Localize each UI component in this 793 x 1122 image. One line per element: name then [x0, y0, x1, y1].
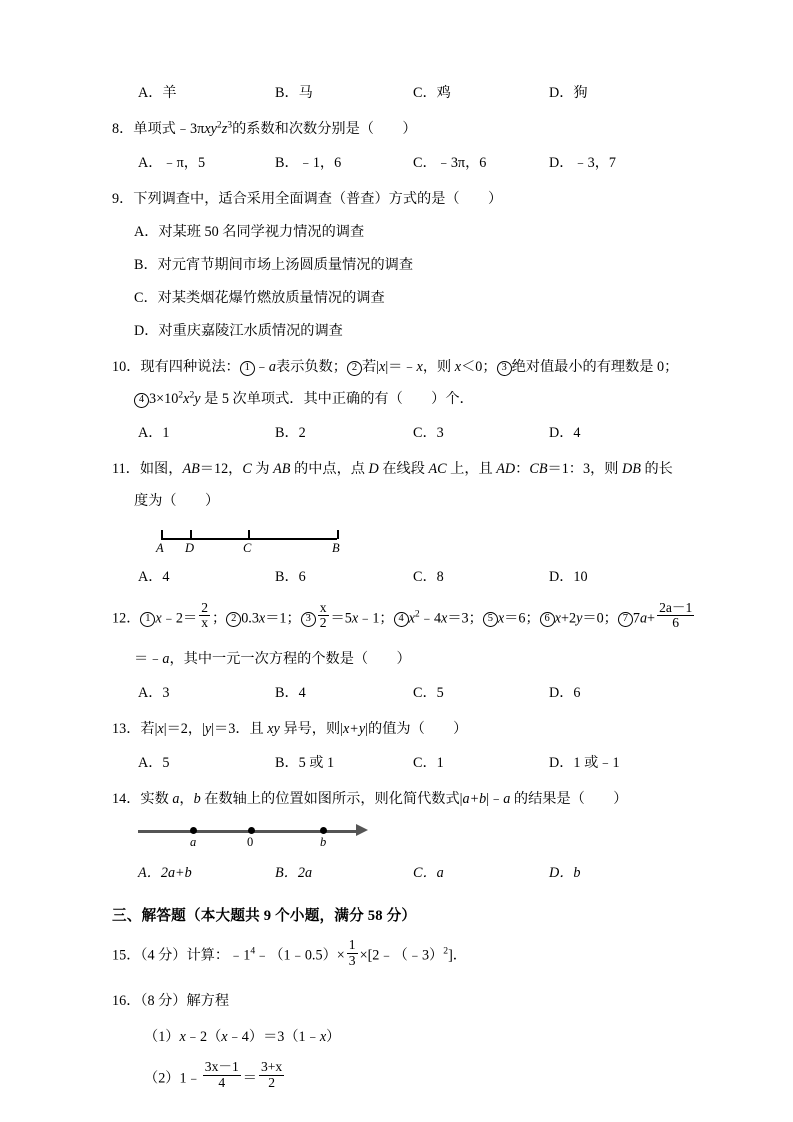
stem-text: ＝0； [582, 610, 618, 627]
stem-var: x [454, 359, 462, 375]
fraction-denominator: x [201, 615, 208, 631]
stem-var: z [221, 121, 228, 137]
question-number: 15． [112, 947, 141, 964]
stem-var: x [179, 1028, 186, 1045]
question-9-option-c[interactable]: C．对某类烟花爆竹燃放质量情况的调查 [134, 290, 385, 306]
circled-number-5: 5 [483, 612, 498, 627]
stem-text: （8 分）解方程 [140, 992, 230, 1009]
stem-text: |＝3．且 [211, 721, 268, 738]
stem-var: b [193, 791, 201, 808]
option-d[interactable]: D．1 或﹣1 [549, 755, 620, 772]
stem-text: 在线段 [378, 461, 429, 477]
stem-text: 实数 [140, 791, 173, 808]
question-12-stem-line2 [112, 648, 682, 670]
option-c[interactable]: C．8 [413, 569, 444, 585]
circled-number-3: 3 [301, 612, 316, 627]
stem-text: ＝6； [504, 610, 540, 627]
stem-text: 的中点，点 [290, 461, 369, 477]
option-d[interactable]: D．﹣3，7 [549, 155, 616, 171]
stem-text: 的系数和次数分别是（ ） [232, 121, 417, 137]
question-14-options [112, 862, 682, 884]
stem-text: 在数轴上的位置如图所示，则化简代数式| [200, 791, 463, 808]
question-9-option-b[interactable]: B．对元宵节期间市场上汤圆质量情况的调查 [134, 257, 414, 273]
stem-text: 异号，则| [279, 721, 343, 738]
stem-var: x [157, 721, 164, 738]
numberline-point-a [190, 827, 197, 834]
stem-exponent: 2 [189, 389, 195, 401]
stem-var: x [221, 1028, 228, 1045]
question-number: 13． [112, 721, 141, 738]
stem-var: x [497, 610, 505, 627]
segment-label-c: C [243, 541, 252, 555]
fraction-denominator: 6 [672, 615, 680, 631]
circled-number-2: 2 [226, 612, 241, 627]
stem-text: ×[2﹣（﹣3） [359, 947, 444, 964]
stem-text: 7 [632, 610, 640, 627]
circled-number-3: 3 [497, 361, 512, 376]
fraction-numerator: 3x－1 [204, 1059, 239, 1075]
stem-text: ，则 [422, 359, 455, 375]
stem-var: a [172, 791, 180, 808]
page-content [112, 82, 693, 1094]
stem-var: a [268, 359, 277, 375]
part-label: （1） [144, 1028, 180, 1045]
question-15 [112, 936, 682, 971]
stem-text: ﹣2＝ [161, 610, 198, 627]
stem-var: x [351, 610, 359, 627]
stem-text: 的结果是（ ） [510, 791, 628, 808]
option-b[interactable]: B．5 或 1 [275, 755, 335, 772]
question-14-figure-numberline [132, 818, 432, 860]
stem-text: ﹣4 [419, 610, 442, 627]
stem-var: AB [182, 461, 200, 477]
option-a[interactable]: A．2a+b [138, 865, 192, 882]
fraction-x-over-2 [318, 601, 329, 631]
fraction-numerator: x [319, 599, 327, 615]
stem-text: 现有四种说法： [140, 359, 240, 375]
question-16-stem [112, 990, 682, 1012]
circled-number-6: 6 [540, 612, 555, 627]
stem-var: x [416, 359, 423, 375]
stem-var: x+y [343, 721, 366, 738]
stem-var: AD [496, 461, 516, 477]
stem-text: ，其中一元一次方程的个数是（ ） [169, 651, 411, 668]
fraction-numerator: 1 [348, 936, 356, 952]
question-13-options [112, 752, 682, 774]
stem-text: |＝﹣ [385, 359, 417, 375]
circled-number-4: 4 [134, 393, 149, 408]
stem-text: ； [211, 610, 227, 627]
stem-text: 若| [140, 721, 158, 738]
circled-number-2: 2 [347, 361, 362, 376]
stem-text: ＝5 [330, 610, 352, 627]
question-12-stem-line1 [112, 599, 693, 634]
stem-text: 的长 [640, 461, 673, 477]
stem-text: |＝2，| [163, 721, 205, 738]
stem-text: ＝1； [265, 610, 301, 627]
stem-text: ]． [448, 947, 467, 964]
fraction-numerator: 3+x [260, 1059, 283, 1075]
stem-var: x [408, 610, 415, 627]
stem-text: ： [515, 461, 530, 477]
stem-text: ＝﹣ [134, 651, 163, 668]
stem-var: y [194, 391, 201, 407]
stem-var: a [162, 651, 170, 668]
stem-text: 若| [361, 359, 379, 375]
option-a[interactable]: A．5 [138, 755, 170, 772]
stem-exponent: 2 [443, 946, 449, 958]
stem-text: |的值为（ ） [365, 721, 468, 738]
fraction-numerator: 2 [201, 599, 208, 615]
stem-text: 下列调查中，适合采用全面调查（普查）方式的是（ ） [133, 191, 503, 207]
stem-exponent: 2 [414, 608, 420, 620]
option-a[interactable]: A．3 [138, 685, 170, 702]
option-b[interactable]: B．2a [275, 865, 313, 882]
fraction-denominator: 2 [268, 1074, 275, 1090]
stem-var: AC [428, 461, 447, 477]
option-d[interactable]: D．4 [549, 425, 581, 441]
option-d[interactable]: D．b [549, 865, 581, 882]
stem-var: CB [529, 461, 548, 477]
stem-var: a [639, 610, 648, 627]
question-number: 16． [112, 992, 141, 1009]
question-11-figure-segment [138, 522, 398, 562]
fraction-denominator: 2 [319, 615, 327, 631]
stem-var: x [183, 391, 190, 407]
stem-var: x [155, 610, 162, 627]
stem-var: DB [622, 461, 641, 477]
question-16-part-2 [112, 1059, 682, 1094]
question-number: 8． [112, 121, 134, 137]
stem-text: 是 5 次单项式．其中正确的有（ ）个． [200, 391, 474, 407]
numberline-arrow-icon [356, 824, 368, 836]
segment-tick-b [337, 530, 339, 539]
option-b[interactable]: B．4 [275, 685, 306, 702]
segment-label-a: A [156, 541, 164, 555]
stem-var: a+b [462, 791, 487, 808]
question-10-options [112, 422, 682, 444]
stem-text: 单项式﹣3π [133, 121, 205, 137]
section-3-heading: 三、解答题（本大题共 9 个小题，满分 58 分） [112, 908, 417, 925]
stem-text: （4 分）计算：﹣1 [140, 947, 251, 964]
segment-tick-c [248, 530, 250, 539]
stem-text: ﹣1； [358, 610, 394, 627]
question-11-stem-line1 [112, 458, 682, 480]
option-a[interactable]: A．4 [138, 569, 170, 585]
question-7-options [112, 82, 682, 104]
option-d[interactable]: D．6 [549, 685, 581, 702]
stem-text: +2 [560, 610, 577, 627]
question-number: 14． [112, 791, 141, 808]
question-number: 10． [112, 359, 141, 375]
question-14-stem [112, 788, 682, 810]
question-16-part-1 [112, 1026, 682, 1048]
segment-tick-a [161, 530, 163, 539]
stem-text: 表示负数； [276, 359, 347, 375]
question-8-options [112, 152, 682, 174]
stem-text: ） [326, 1028, 341, 1045]
stem-var: x [554, 610, 561, 627]
segment-label-b: B [332, 541, 340, 555]
part-label: （2）1﹣ [144, 1070, 201, 1087]
question-11-options [112, 566, 682, 588]
stem-text: ﹣（1﹣0.5）× [255, 947, 345, 964]
stem-var: y [204, 721, 212, 738]
stem-exponent: 2 [216, 119, 222, 131]
option-d[interactable]: D．10 [549, 569, 588, 585]
stem-var: x [319, 1028, 327, 1045]
numberline-label-a: a [190, 835, 197, 850]
stem-text: 如图， [139, 461, 183, 477]
question-number: 12． [112, 610, 141, 627]
stem-exponent: 2 [178, 389, 184, 401]
stem-var: x [379, 359, 386, 375]
stem-text: ﹣4）＝3（1﹣ [227, 1028, 320, 1045]
circled-number-4: 4 [394, 612, 409, 627]
fraction-numerator: 2a－1 [659, 599, 693, 615]
stem-text: 0.3 [241, 610, 259, 627]
option-b[interactable]: B．6 [275, 569, 306, 585]
stem-text: ＝12， [199, 461, 243, 477]
fraction-2-over-x [199, 601, 210, 631]
stem-exponent: 4 [250, 946, 256, 958]
stem-text: ＝1：3，则 [547, 461, 623, 477]
stem-text: ＜0； [461, 359, 497, 375]
question-9-stem [112, 188, 682, 210]
option-b[interactable]: B．马 [275, 85, 313, 101]
stem-exponent: 3 [227, 119, 233, 131]
question-13-stem [112, 718, 682, 740]
stem-text: + [647, 610, 656, 627]
stem-var: y [576, 610, 583, 627]
circled-number-1: 1 [240, 361, 255, 376]
question-10-stem-line2 [112, 388, 682, 410]
stem-text: ＝3； [447, 610, 483, 627]
option-c[interactable]: C．1 [413, 755, 444, 772]
option-d[interactable]: D．狗 [549, 85, 588, 101]
numberline-label-zero: 0 [247, 835, 254, 850]
stem-text: 为 [251, 461, 274, 477]
stem-text: 上，且 [446, 461, 497, 477]
stem-text: ﹣ [254, 359, 269, 375]
fraction-denominator: 3 [348, 952, 356, 968]
circled-number-1: 1 [140, 612, 155, 627]
fraction-1-over-3 [347, 938, 358, 968]
question-9-option-a[interactable]: A．对某班 50 名同学视力情况的调查 [134, 224, 365, 240]
numberline-point-b [320, 827, 327, 834]
stem-var: x [258, 610, 266, 627]
question-number: 11． [112, 461, 140, 477]
segment-tick-d [190, 530, 192, 539]
stem-var: a [503, 791, 511, 808]
stem-text: ＝ [242, 1070, 257, 1087]
question-9-option-d[interactable]: D．对重庆嘉陵江水质情况的调查 [134, 323, 343, 339]
option-b[interactable]: B．﹣1，6 [275, 155, 342, 171]
stem-var: x [441, 610, 448, 627]
stem-text: ﹣2（ [185, 1028, 222, 1045]
question-10-stem-line1 [112, 356, 682, 378]
stem-var: AB [273, 461, 291, 477]
stem-var: xy [267, 721, 280, 738]
option-b[interactable]: B．2 [275, 425, 306, 441]
question-12-options [112, 682, 682, 704]
option-c[interactable]: C．5 [413, 685, 444, 702]
numberline-point-zero [248, 827, 255, 834]
numberline-label-b: b [320, 835, 327, 850]
stem-var: xy [204, 121, 217, 137]
stem-var: C [242, 461, 252, 477]
stem-text: 绝对值最小的有理数是 0； [511, 359, 679, 375]
segment-label-d: D [185, 541, 195, 555]
option-c[interactable]: C．3 [413, 425, 444, 441]
question-11-stem-line2: 度为（ ） [134, 493, 220, 509]
stem-text: ， [179, 791, 194, 808]
stem-var: D [368, 461, 379, 477]
option-a[interactable]: A．羊 [138, 85, 177, 101]
option-c[interactable]: C．鸡 [413, 85, 451, 101]
fraction-3-plus-x-over-2 [259, 1060, 284, 1090]
stem-text: 3×10 [149, 391, 179, 407]
fraction-2a-minus-1-over-6 [657, 601, 694, 631]
circled-number-7: 7 [618, 612, 633, 627]
option-c[interactable]: C．a [413, 865, 444, 882]
question-8-stem [112, 118, 682, 140]
option-a[interactable]: A．﹣π，5 [138, 155, 206, 171]
option-a[interactable]: A．1 [138, 425, 170, 441]
fraction-denominator: 4 [218, 1074, 226, 1090]
stem-text: |﹣ [486, 791, 504, 808]
option-c[interactable]: C．﹣3π，6 [413, 155, 487, 171]
question-number: 9． [112, 191, 134, 207]
fraction-3x-minus-1-over-4 [203, 1060, 241, 1090]
